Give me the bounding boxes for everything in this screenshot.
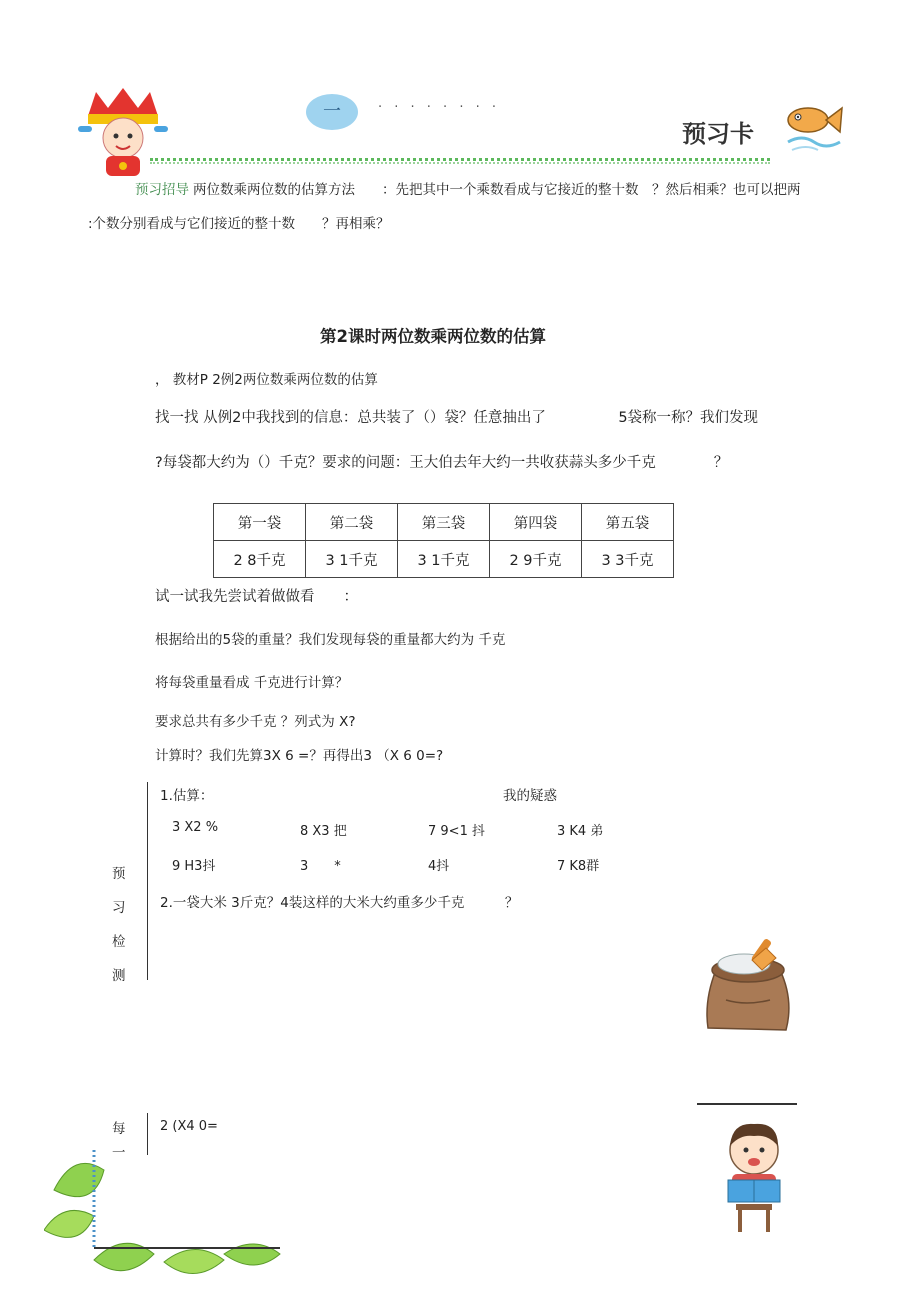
header-rule-dots	[150, 162, 770, 164]
check-side-1: 预	[112, 866, 126, 882]
table-header-cell: 第一袋	[214, 504, 306, 541]
table-header-cell: 第四袋	[490, 504, 582, 541]
bag-weights-table	[213, 503, 674, 578]
table-cell: 2 9千克	[490, 541, 582, 578]
estimate-item: 3 *	[300, 859, 341, 874]
reading-boy-icon	[718, 1116, 790, 1234]
estimate-item: 7 K8群	[557, 859, 600, 874]
table-header-row	[214, 504, 674, 541]
table-cell: 2 8千克	[214, 541, 306, 578]
lesson-ref: ， 教材P 2例2两位数乘两位数的估算	[155, 372, 378, 388]
header-banner	[78, 80, 848, 180]
daily-divider	[147, 1113, 148, 1155]
q2-text: 2.一袋大米 3斤克？4装这样的大米大约重多少千克 ？	[160, 895, 519, 911]
guide-line-1: 两位数乘两位数的估算方法 ：先把其中一个乘数看成与它接近的整十数 ？然后相乘？也可以把两	[193, 182, 801, 198]
lesson-title: 第2课时两位数乘两位数的估算	[320, 327, 546, 346]
table-header-cell: 第五袋	[582, 504, 674, 541]
try-line-2: 根据给出的5袋的重量？我们发现每袋的重量都大约为 千克	[155, 632, 506, 648]
daily-expr: 2 (X4 0=	[160, 1119, 218, 1134]
leaves-decoration-icon	[44, 1150, 284, 1290]
daily-side-2: 一	[112, 1145, 126, 1153]
guide-label: 预习招导	[135, 182, 189, 198]
estimate-item: 3 K4 弟	[557, 824, 604, 839]
check-divider	[147, 782, 148, 980]
table-row	[214, 541, 674, 578]
q1-label: 1.估算：	[160, 788, 214, 804]
card-label: 预习卡	[682, 120, 754, 148]
unit-badge	[306, 94, 358, 130]
try-line-4: 要求总共有多少千克 ？列式为 X?	[155, 714, 356, 730]
estimate-item: 7 9<1 抖	[428, 824, 485, 839]
table-cell: 3 1千克	[398, 541, 490, 578]
estimate-item: 4抖	[428, 859, 450, 874]
header-dotted-rule	[150, 158, 770, 161]
daily-side-1: 每	[112, 1121, 126, 1137]
check-side-3: 检	[112, 934, 126, 950]
estimate-item: 8 X3 把	[300, 824, 347, 839]
check-side-2: 习	[112, 900, 126, 916]
estimate-item: 9 H3抖	[172, 859, 216, 874]
doubt-label: 我的疑惑	[503, 788, 557, 804]
fish-icon	[778, 90, 846, 158]
try-line-5: 计算时？我们先算3X 6 =？再得出3 （X 6 0=?	[155, 748, 444, 764]
table-header-cell: 第三袋	[398, 504, 490, 541]
unit-number: 一	[323, 101, 341, 122]
table-header-cell: 第二袋	[306, 504, 398, 541]
table-cell: 3 3千克	[582, 541, 674, 578]
table-cell: 3 1千克	[306, 541, 398, 578]
estimate-item: 3 X2 %	[172, 820, 219, 835]
try-line-3: 将每袋重量看成 千克进行计算？	[155, 675, 349, 691]
sack-divider	[697, 1103, 797, 1105]
cartoon-boy-icon	[78, 86, 168, 178]
rice-sack-icon	[696, 930, 800, 1036]
try-line-1: 试一试我先尝试着做做看 ：	[155, 589, 358, 605]
find-line-1: 找一找 从例2中我找到的信息：总共装了（）袋？任意抽出了 5袋称一称？我们发现	[155, 410, 759, 426]
find-line-2: ?每袋都大约为（）千克？要求的问题：王大伯去年大约一共收获蒜头多少千克 ？	[155, 455, 729, 471]
guide-line-2: :个数分别看成与它们接近的整十数 ？再相乘？	[88, 216, 390, 232]
unit-title: · · · · · · · ·	[378, 100, 500, 115]
check-side-4: 测	[112, 968, 126, 984]
